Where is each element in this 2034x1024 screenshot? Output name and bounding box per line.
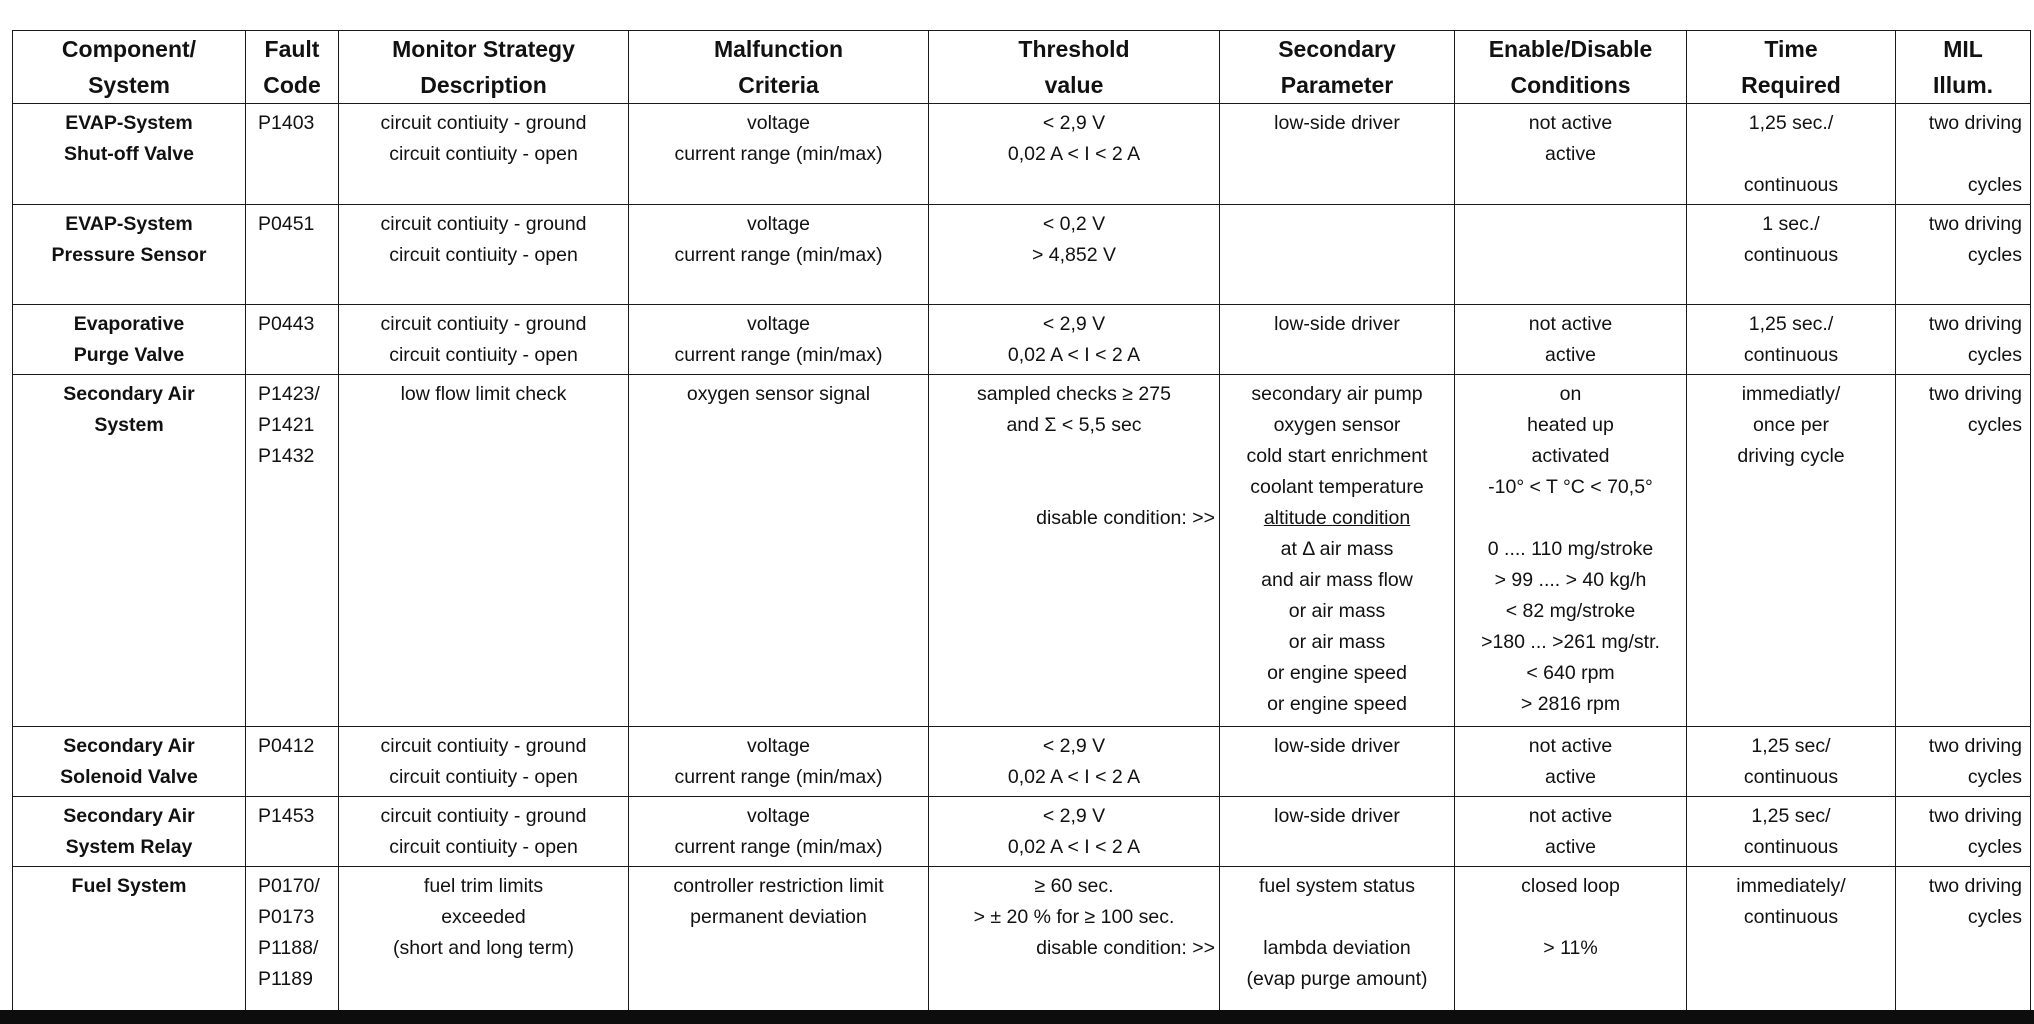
monitor-strategy-cell-line: circuit contiuity - ground [380,735,587,757]
component-cell [13,727,246,797]
threshold-value-cell-line: disable condition: >> [1036,937,1215,959]
monitor-strategy-cell-line: circuit contiuity - open [389,143,578,165]
enable-disable-cell-line: < 640 rpm [1526,662,1615,684]
bottom-rule [0,1010,2034,1024]
threshold-value-cell-line: 0,02 A < I < 2 A [1007,766,1141,788]
time-required-cell-line: continuous [1743,766,1839,788]
fault-code-cell-line: P1432 [258,445,315,467]
fault-code-cell [246,797,339,867]
secondary-parameter-cell [1220,205,1455,305]
monitor-strategy-cell-line: circuit contiuity - ground [380,213,587,235]
fault-code-cell-line: P0412 [258,735,315,757]
fault-code-cell-line: P0173 [258,906,315,928]
secondary-parameter-cell-line: fuel system status [1258,875,1416,897]
threshold-value-cell-line: and Σ < 5,5 sec [1006,414,1142,436]
time-required-cell-line: once per [1753,414,1829,436]
obd-monitor-table [12,30,2031,1013]
monitor-strategy-cell [339,104,629,205]
header-component: Component/ System [13,31,246,104]
enable-disable-cell-line: not active [1528,735,1613,757]
mil-illum-cell-line: cycles [1967,174,2022,196]
mil-illum-cell-line [1900,139,2022,170]
threshold-value-cell-line: 0,02 A < I < 2 A [1007,143,1141,165]
mil-illum-cell [1896,104,2031,205]
component-cell [13,375,246,727]
time-required-cell [1687,104,1896,205]
enable-disable-cell-line: 0 .... 110 mg/stroke [1487,538,1654,560]
threshold-value-cell [929,867,1220,1013]
header-time-required: Time Required [1687,31,1896,104]
malfunction-criteria-cell-line: current range (min/max) [674,143,883,165]
threshold-value-cell-line: ≥ 60 sec. [1034,875,1114,897]
mil-illum-cell [1896,205,2031,305]
secondary-parameter-cell-line: low-side driver [1274,735,1400,757]
threshold-value-cell-line: < 2,9 V [1042,112,1106,134]
monitor-strategy-cell [339,205,629,305]
fault-code-cell [246,375,339,727]
component-cell-line: Evaporative [73,313,185,335]
enable-disable-cell-line: < 82 mg/stroke [1505,600,1636,622]
mil-illum-cell-line: two driving [1928,112,2022,134]
table-row [13,104,2031,205]
time-required-cell [1687,375,1896,727]
mil-illum-cell [1896,797,2031,867]
enable-disable-cell [1455,104,1687,205]
threshold-value-cell [929,727,1220,797]
malfunction-criteria-cell [629,867,929,1013]
malfunction-criteria-cell-line: current range (min/max) [674,244,883,266]
threshold-value-cell [929,375,1220,727]
secondary-parameter-cell-line: coolant temperature [1250,476,1424,498]
mil-illum-cell-line: cycles [1967,244,2022,266]
enable-disable-cell [1455,305,1687,375]
threshold-value-cell-line: > 4,852 V [1031,244,1117,266]
monitor-strategy-cell-line: circuit contiuity - open [389,244,578,266]
time-required-cell-line [1691,139,1891,170]
enable-disable-cell-line: heated up [1527,414,1614,436]
malfunction-criteria-cell-line: current range (min/max) [674,766,883,788]
enable-disable-cell-line: active [1545,143,1596,165]
enable-disable-cell-line: not active [1528,313,1613,335]
component-cell-line: Purge Valve [73,344,185,366]
mil-illum-cell-line: two driving [1928,735,2022,757]
malfunction-criteria-cell [629,305,929,375]
component-cell-line: System [94,414,164,436]
enable-disable-cell-line: active [1545,766,1596,788]
mil-illum-cell-line: two driving [1928,213,2022,235]
secondary-parameter-cell [1220,305,1455,375]
secondary-parameter-cell-line: low-side driver [1274,112,1400,134]
monitor-strategy-cell-line: circuit contiuity - open [389,344,578,366]
header-enable-disable: Enable/Disable Conditions [1455,31,1687,104]
secondary-parameter-cell-line: or engine speed [1267,662,1407,684]
threshold-value-cell-line: < 2,9 V [1042,735,1106,757]
enable-disable-cell-line [1459,902,1682,933]
header-secondary-parameter: Secondary Parameter [1220,31,1455,104]
secondary-parameter-cell-line: low-side driver [1274,805,1400,827]
component-cell-line: EVAP-System [65,213,193,235]
enable-disable-cell-line: >180 ... >261 mg/str. [1481,631,1660,653]
table-row [13,727,2031,797]
secondary-parameter-cell-line: lambda deviation [1263,937,1411,959]
mil-illum-cell [1896,867,2031,1013]
time-required-cell [1687,797,1896,867]
enable-disable-cell [1455,205,1687,305]
time-required-cell-line: 1 sec./ [1762,213,1820,235]
malfunction-criteria-cell [629,375,929,727]
malfunction-criteria-cell-line: permanent deviation [690,906,867,928]
secondary-parameter-cell-line: low-side driver [1274,313,1400,335]
malfunction-criteria-cell-line: current range (min/max) [674,836,883,858]
component-cell-line: Secondary Air [63,805,195,827]
threshold-value-cell [929,104,1220,205]
threshold-value-cell-line [933,441,1215,472]
time-required-cell [1687,867,1896,1013]
table-row [13,797,2031,867]
component-cell-line: Solenoid Valve [60,766,198,788]
secondary-parameter-cell-line: cold start enrichment [1246,445,1428,467]
monitor-strategy-cell-line: (short and long term) [393,937,574,959]
table-row [13,305,2031,375]
secondary-parameter-cell [1220,375,1455,727]
enable-disable-cell-line: activated [1531,445,1610,467]
monitor-strategy-cell-line: circuit contiuity - ground [380,313,587,335]
monitor-strategy-cell [339,375,629,727]
table-row [13,375,2031,727]
time-required-cell-line: continuous [1743,836,1839,858]
enable-disable-cell-line: closed loop [1521,875,1620,897]
component-cell [13,305,246,375]
time-required-cell-line: 1,25 sec./ [1748,112,1834,134]
secondary-parameter-cell [1220,104,1455,205]
time-required-cell-line: continuous [1743,174,1839,196]
secondary-parameter-cell-line: altitude condition [1263,507,1411,529]
malfunction-criteria-cell-line: voltage [747,112,810,134]
table-row [13,205,2031,305]
threshold-value-cell-line: < 2,9 V [1042,313,1106,335]
enable-disable-cell-line: active [1545,836,1596,858]
mil-illum-cell-line: cycles [1967,836,2022,858]
time-required-cell-line: driving cycle [1737,445,1845,467]
secondary-parameter-cell-line: at Δ air mass [1280,538,1394,560]
fault-code-cell-line: P1189 [258,968,313,990]
threshold-value-cell-line: > ± 20 % for ≥ 100 sec. [973,906,1175,928]
threshold-value-cell-line: 0,02 A < I < 2 A [1007,836,1141,858]
threshold-value-cell-line: 0,02 A < I < 2 A [1007,344,1141,366]
mil-illum-cell [1896,727,2031,797]
fault-code-cell [246,867,339,1013]
fault-code-cell [246,205,339,305]
header-fault-code: Fault Code [246,31,339,104]
enable-disable-cell-line: -10° < T °C < 70,5° [1488,476,1653,498]
malfunction-criteria-cell-line: voltage [747,805,810,827]
malfunction-criteria-cell [629,104,929,205]
threshold-value-cell-line: sampled checks ≥ 275 [977,383,1171,405]
secondary-parameter-cell-line: secondary air pump [1251,383,1423,405]
fault-code-cell [246,727,339,797]
enable-disable-cell-line: > 2816 rpm [1520,693,1621,715]
secondary-parameter-cell [1220,797,1455,867]
monitor-strategy-cell-line: fuel trim limits [423,875,544,897]
time-required-cell-line: continuous [1743,344,1839,366]
enable-disable-cell [1455,797,1687,867]
fault-code-cell-line: P1188/ [258,937,319,959]
fault-code-cell [246,104,339,205]
time-required-cell [1687,305,1896,375]
fault-code-cell-line: P1453 [258,805,315,827]
fault-code-cell-line: P1403 [258,112,315,134]
monitor-strategy-cell [339,727,629,797]
header-malfunction-criteria: Malfunction Criteria [629,31,929,104]
enable-disable-cell [1455,867,1687,1013]
malfunction-criteria-cell-line: oxygen sensor signal [686,383,871,405]
threshold-value-cell-line [933,472,1215,503]
component-cell [13,867,246,1013]
secondary-parameter-cell-line: or air mass [1288,631,1386,653]
fault-code-cell-line: P0451 [258,213,315,235]
header-row [13,31,2031,104]
fault-code-cell [246,305,339,375]
mil-illum-cell-line: two driving [1928,805,2022,827]
enable-disable-cell-line: not active [1528,805,1613,827]
threshold-value-cell [929,205,1220,305]
enable-disable-cell-line: not active [1528,112,1613,134]
monitor-strategy-cell-line: exceeded [441,906,526,928]
component-cell-line: Fuel System [71,875,187,897]
mil-illum-cell-line: cycles [1967,766,2022,788]
mil-illum-cell [1896,375,2031,727]
monitor-strategy-cell [339,797,629,867]
time-required-cell-line: 1,25 sec/ [1751,805,1831,827]
fault-code-cell-line: P0443 [258,313,315,335]
secondary-parameter-cell-line [1224,902,1450,933]
enable-disable-cell [1455,727,1687,797]
header-mil-illum: MIL Illum. [1896,31,2031,104]
secondary-parameter-cell-line: oxygen sensor [1273,414,1401,436]
threshold-value-cell-line: disable condition: >> [1036,507,1215,529]
monitor-strategy-cell-line: circuit contiuity - open [389,836,578,858]
component-cell-line: System Relay [65,836,193,858]
enable-disable-cell-line: > 99 .... > 40 kg/h [1494,569,1647,591]
monitor-strategy-cell-line: circuit contiuity - ground [380,112,587,134]
secondary-parameter-cell-line: or engine speed [1267,693,1407,715]
threshold-value-cell-line: < 2,9 V [1042,805,1106,827]
threshold-value-cell-line: < 0,2 V [1042,213,1106,235]
enable-disable-cell-line: > 11% [1543,937,1598,959]
malfunction-criteria-cell [629,727,929,797]
malfunction-criteria-cell-line: controller restriction limit [673,875,884,897]
monitor-strategy-cell-line: circuit contiuity - open [389,766,578,788]
mil-illum-cell-line: two driving [1928,875,2022,897]
secondary-parameter-cell-line: or air mass [1288,600,1386,622]
secondary-parameter-cell [1220,727,1455,797]
component-cell-line: Secondary Air [63,735,195,757]
time-required-cell-line: immediatly/ [1741,383,1841,405]
mil-illum-cell-line: cycles [1967,344,2022,366]
monitor-strategy-cell [339,305,629,375]
fault-code-cell-line: P1423/ [258,383,320,405]
mil-illum-cell [1896,305,2031,375]
component-cell [13,797,246,867]
malfunction-criteria-cell [629,797,929,867]
time-required-cell [1687,727,1896,797]
monitor-strategy-cell-line: low flow limit check [400,383,567,405]
malfunction-criteria-cell-line: voltage [747,735,810,757]
malfunction-criteria-cell-line: voltage [747,213,810,235]
mil-illum-cell-line: cycles [1967,414,2022,436]
time-required-cell-line: continuous [1743,906,1839,928]
fault-code-cell-line: P1421 [258,414,315,436]
secondary-parameter-cell-line: and air mass flow [1261,569,1413,591]
component-cell-line: Pressure Sensor [51,244,207,266]
fault-code-cell-line: P0170/ [258,875,320,897]
enable-disable-cell-line: active [1545,344,1596,366]
enable-disable-cell [1455,375,1687,727]
time-required-cell-line: 1,25 sec/ [1751,735,1831,757]
component-cell [13,205,246,305]
mil-illum-cell-line: two driving [1928,383,2022,405]
secondary-parameter-cell [1220,867,1455,1013]
component-cell-line: Secondary Air [63,383,195,405]
mil-illum-cell-line: two driving [1928,313,2022,335]
component-cell [13,104,246,205]
monitor-strategy-cell-line: circuit contiuity - ground [380,805,587,827]
enable-disable-cell-line [1459,503,1682,534]
malfunction-criteria-cell-line: current range (min/max) [674,344,883,366]
malfunction-criteria-cell-line: voltage [747,313,810,335]
table-row [13,867,2031,1013]
threshold-value-cell [929,305,1220,375]
mil-illum-cell-line: cycles [1967,906,2022,928]
component-cell-line: Shut-off Valve [63,143,195,165]
malfunction-criteria-cell [629,205,929,305]
enable-disable-cell-line: on [1559,383,1582,405]
time-required-cell [1687,205,1896,305]
component-cell-line: EVAP-System [65,112,193,134]
monitor-strategy-cell [339,867,629,1013]
threshold-value-cell [929,797,1220,867]
time-required-cell-line: immediately/ [1736,875,1846,897]
secondary-parameter-cell-line: (evap purge amount) [1246,968,1428,990]
header-threshold-value: Threshold value [929,31,1220,104]
header-monitor-strategy: Monitor Strategy Description [339,31,629,104]
time-required-cell-line: continuous [1743,244,1839,266]
time-required-cell-line: 1,25 sec./ [1748,313,1834,335]
